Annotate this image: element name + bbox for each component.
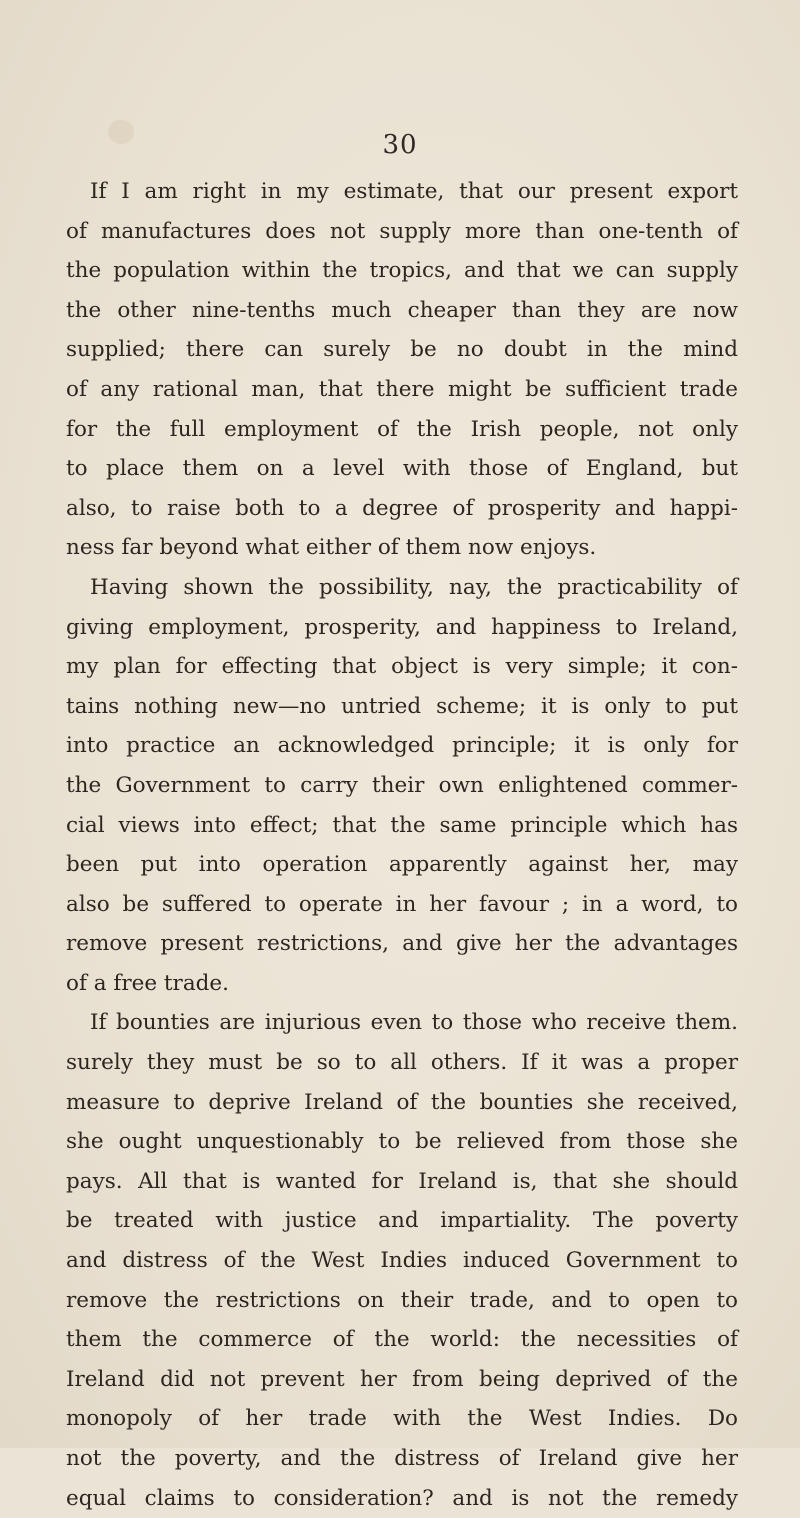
text-line: also be suffered to operate in her favour ; in a word, to <box>66 891 738 917</box>
text-line: to place them on a level with those of England, but <box>66 456 738 482</box>
text-line: measure to deprive Ireland of the bounties she received, <box>66 1089 738 1115</box>
text-line: Having shown the possibility, nay, the practicability of <box>90 574 738 600</box>
text-line: surely they must be so to all others. If it was a proper <box>66 1050 738 1076</box>
text-line: pays. All that is wanted for Ireland is, that she should <box>66 1168 738 1194</box>
text-line: not the poverty, and the distress of Ireland give her <box>66 1446 738 1471</box>
text-line: equal claims to consideration? and is not the remedy <box>66 1485 738 1511</box>
body-text <box>66 172 738 1518</box>
text-line: ness far beyond what either of them now enjoys. <box>66 535 597 561</box>
text-line: If bounties are injurious even to those who receive them. <box>90 1010 738 1036</box>
text-line: cial views into effect; that the same principle which has <box>66 812 738 838</box>
text-line: remove present restrictions, and give her the advantages <box>66 931 738 957</box>
text-line: the Government to carry their own enlightened commer- <box>66 772 738 798</box>
text-line: the other nine-tenths much cheaper than they are now <box>66 297 738 323</box>
text-line: the population within the tropics, and that we can supply <box>66 258 738 284</box>
text-line: she ought unquestionably to be relieved from those she <box>66 1129 738 1155</box>
text-line: monopoly of her trade with the West Indies. Do <box>66 1406 738 1432</box>
text-line: supplied; there can surely be no doubt in the mind <box>66 337 738 363</box>
text-line: giving employment, prosperity, and happiness to Ireland, <box>66 614 738 640</box>
text-line: them the commerce of the world: the necessities of <box>66 1327 738 1353</box>
text-line: If I am right in my estimate, that our present export <box>90 179 738 204</box>
text-line: of any rational man, that there might be sufficient trade <box>66 376 738 402</box>
text-line: also, to raise both to a degree of prosperity and happi- <box>66 495 738 521</box>
page-number: 30 <box>382 130 418 160</box>
text-line: been put into operation apparently against her, may <box>66 852 738 878</box>
text-line: my plan for effecting that object is very simple; it con- <box>66 654 738 680</box>
text-line: Ireland did not prevent her from being deprived of the <box>66 1366 738 1392</box>
text-line: for the full employment of the Irish people, not only <box>66 416 738 442</box>
text-line: be treated with justice and impartiality. The poverty <box>66 1208 738 1234</box>
text-line: of a free trade. <box>66 970 229 996</box>
text-line: tains nothing new—no untried scheme; it is only to put <box>66 693 738 719</box>
text-line: of manufactures does not supply more than one-tenth of <box>66 218 738 244</box>
text-line: into practice an acknowledged principle; it is only for <box>66 733 738 759</box>
text-line: and distress of the West Indies induced Government to <box>66 1248 738 1274</box>
text-line: remove the restrictions on their trade, and to open to <box>66 1287 738 1313</box>
